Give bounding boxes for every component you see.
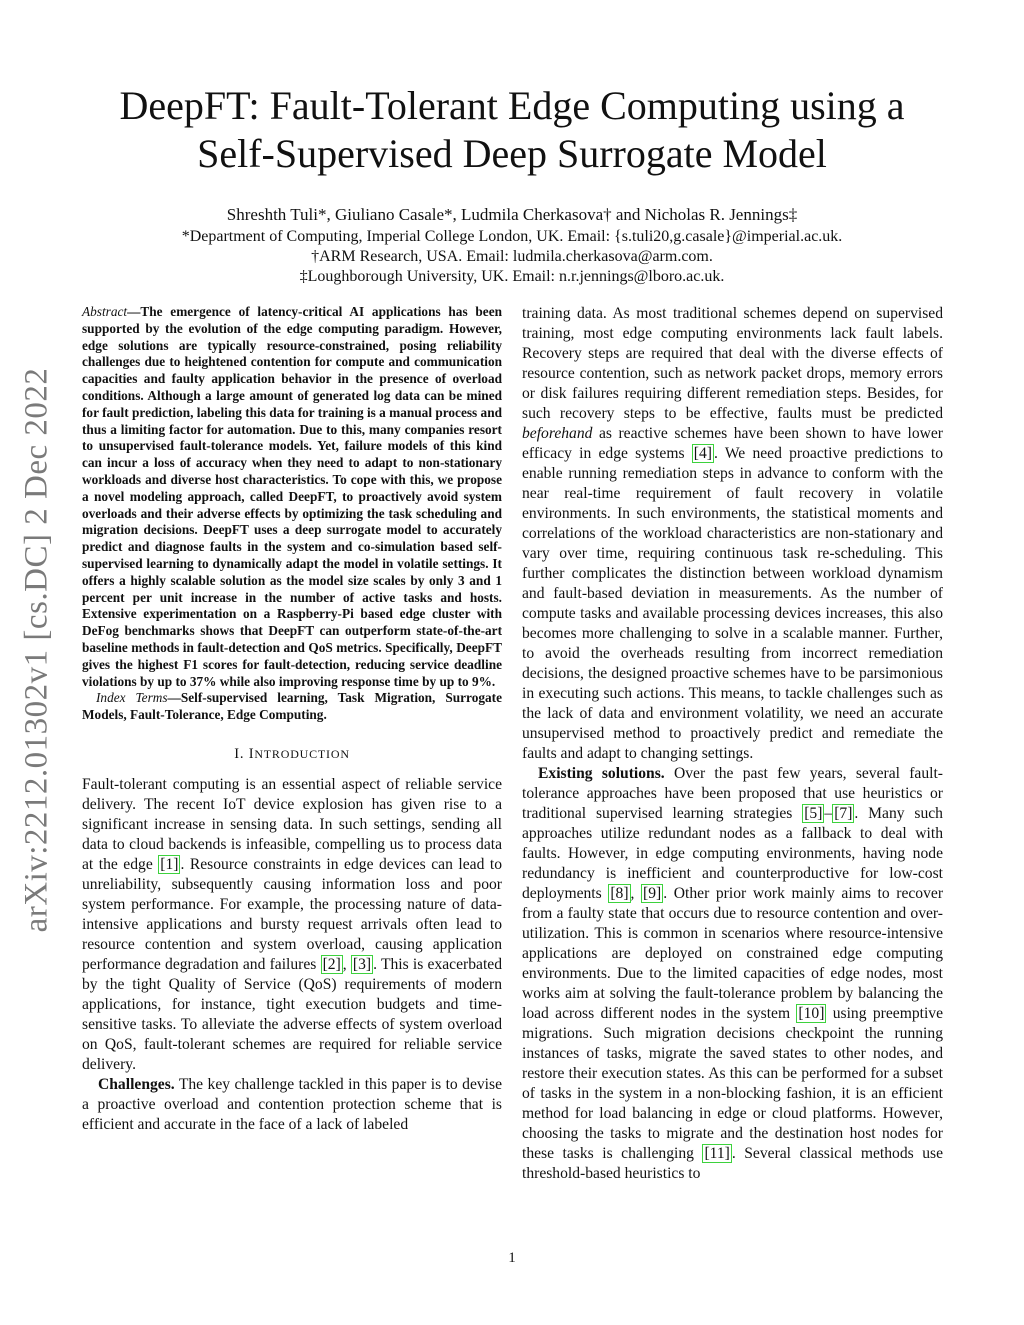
abstract-text: The emergence of latency-critical AI applications has been supported by the evolution of the edge computing paradigm. However, edge solutions are typically resource-constrained, posing reliability challenges due to heightened contention for compute and communication capacities and faulty application behavior in the presence of overload conditions. Although a large amount of generated log data can be mined for fault prediction, labeling this data for training is a manual process and thus a limiting factor for automation. Due to this, many companies resort to unsupervised fault-tolerance models. Yet, failure models of this kind can incur a loss of accuracy when they need to adapt to non-stationary workloads and diverse host characteristics. To cope with this, we propose a novel modeling approach, called DeepFT, to proactively avoid system overloads and their adverse effects by optimizing the task scheduling and migration decisions. DeepFT uses a deep surrogate model to accurately predict and diagnose faults in the system and co-simulation based self-supervised learning to dynamically adapt the model in volatile settings. It offers a highly scalable solution as the model size scales by only 3 and 1 percent per unit increase in the number of active tasks and hosts. Extensive experimentation on a Raspberry-Pi based edge cluster with DeFog benchmarks shows that DeepFT can outperform state-of-the-art baseline methods in fault-detection and QoS metrics. Specifically, DeepFT gives the highest F1 scores for fault-detection, reducing service deadline violations by up to 37% while also improving response time by up to 9%.	[82, 304, 502, 689]
intro-text: The key challenge tackled in this paper is to devise a proactive overload and contention protection scheme that is efficient and accurate in the face of a lack of labeled	[82, 1075, 502, 1133]
existing-solutions-label: Existing solutions.	[538, 765, 665, 782]
body-text: . We need proactive predictions to enable running remediation steps in advance to conform with the near real-time requirement of fault recovery in volatile environments. In such environments, the statistical moments and correlations of the workload characteristics are non-stationary and vary over time, requiring continuous task re-scheduling. This further complicates the distinction between workload dynamism and fault-based deviation in measurements. As the number of compute tasks and available processing devices increases, this also becomes more challenging to solve in a scalable manner. Further, to avoid the overheads resulting from incorrect remediation decisions, the designed proactive schemes have to be parsimonious in executing such actions. This means, to tackle challenges such as the lack of data and environment volatility, we need an accurate unsupervised method to proactively predict and remediate the faults and adapt to changing settings.	[522, 445, 943, 762]
affiliation-loughborough: ‡Loughborough University, UK. Email: n.r.jennings@lboro.ac.uk.	[299, 268, 725, 285]
abstract-label: Abstract	[82, 304, 128, 319]
section-heading-introduction	[82, 746, 502, 763]
citation-link[interactable]: [9]	[643, 885, 662, 902]
intro-text: . This is exacerbated by the tight Quality of Service (QoS) requirements of modern applications, for instance, tight execution budgets and time-sensitive tasks. To alleviate the adverse effects of system overload on QoS, fault-tolerant schemes are required for reliable service delivery.	[82, 955, 502, 1073]
index-terms	[82, 690, 502, 724]
author-block	[80, 205, 944, 287]
intro-text: Fault-tolerant computing is an essential aspect of reliable service delivery. The recent IoT device explosion has given rise to a significant increase in sensing data. In such settings, sending all data to cloud backends is infeasible, compelling us to process data at the edge	[82, 775, 502, 873]
title-line-1: DeepFT: Fault-Tolerant Edge Computing using a	[119, 83, 905, 128]
paper-title	[80, 82, 944, 178]
intro-paragraph-1	[82, 775, 502, 1075]
body-text: as reactive schemes have been shown to have lower efficacy in edge systems	[522, 425, 943, 462]
citation-link[interactable]: [5]	[804, 805, 823, 822]
author-names: Shreshth Tuli*, Giuliano Casale*, Ludmila Cherkasova† and Nicholas R. Jennings‡	[226, 205, 798, 224]
citation-link[interactable]: [1]	[160, 855, 179, 873]
citation-link[interactable]: [4]	[693, 445, 712, 462]
body-text: . Several classical methods use threshold-based heuristics to	[522, 1145, 944, 1182]
intro-text: ,	[342, 955, 351, 973]
body-text: using preemptive migrations. Such migration decisions checkpoint the running instances of tasks, migrate the saved states to other nodes, and restore their execution states. As this can be performed for a subset of tasks in the system in a non-blocking fashion, it is an efficient method for load balancing in edge or cloud platforms. However, choosing the tasks to migrate and the destination host nodes for these tasks is challenging	[522, 1005, 944, 1162]
right-column	[522, 304, 943, 1184]
body-text: training data. As most traditional schemes depend on supervised training, most edge computing environments lack fault labels. Recovery steps are required that deal with the diverse effects of resource contention, such as network packet drops, memory errors or disk failures requiring different remediation steps. Besides, for such recovery steps to be effective, faults must be predicted	[522, 305, 943, 422]
body-text: ,	[630, 885, 642, 902]
right-paragraph-existing-solutions	[522, 764, 943, 1184]
title-line-2: Self-Supervised Deep Surrogate Model	[197, 131, 827, 176]
intro-paragraph-challenges	[82, 1075, 502, 1135]
index-terms-text: Self-supervised learning, Task Migration, Surrogate Models, Fault-Tolerance, Edge Computing.	[82, 690, 502, 723]
body-text: . Many such approaches utilize redundant nodes as a fallback to deal with faults. However, in edge computing environments, having node redundancy is inefficient and counterproductive for low-cost deployments	[522, 805, 943, 902]
challenges-label: Challenges.	[98, 1075, 175, 1093]
arxiv-side-stamp	[2, 350, 72, 950]
index-terms-dash: —	[167, 690, 181, 706]
citation-link[interactable]: [7]	[834, 805, 853, 822]
index-terms-label: Index Terms	[96, 690, 168, 706]
citation-link[interactable]: [8]	[610, 885, 629, 902]
section-name-rest: NTRODUCTION	[254, 746, 350, 761]
left-column	[82, 304, 502, 1135]
citation-range-dash: –	[824, 805, 833, 822]
intro-text: . Resource constraints in edge devices can lead to unreliability, subsequently causing information loss and poor system performance. For example, the processing nature of data-intensive applications and bursty request arrivals often lead to resource contention and system overload, causing application performance degradation and failures	[82, 855, 502, 973]
emphasis-beforehand: beforehand	[522, 425, 593, 442]
citation-link[interactable]: [2]	[322, 955, 341, 973]
body-text: Over the past few years, several fault-tolerance approaches have been proposed that use heuristics or traditional supervised learning strategies	[522, 765, 944, 822]
affiliation-imperial: *Department of Computing, Imperial College London, UK. Email: {s.tuli20,g.casale}@imperial.ac.uk.	[181, 228, 843, 245]
right-paragraph-1	[522, 304, 943, 764]
abstract-dash: —	[127, 304, 141, 319]
arxiv-identifier: arXiv:2212.01302v1 [cs.DC] 2 Dec 2022	[18, 367, 55, 933]
abstract	[82, 304, 502, 690]
affiliation-arm: †ARM Research, USA. Email: ludmila.cherkasova@arm.com.	[311, 248, 713, 265]
citation-link[interactable]: [11]	[704, 1145, 730, 1162]
section-name-first: I	[248, 745, 255, 762]
citation-link[interactable]: [3]	[352, 955, 372, 973]
section-numeral: I.	[234, 745, 245, 762]
body-text: . Other prior work mainly aims to recover from a faulty state that occurs due to resource contention and over-utilization. This is common in scenarios where resource-intensive applications are deployed on constrained edge computing environments. Due to the limited capacities of edge nodes, most works aim at solving the fault-tolerance problem by balancing the load across different nodes in the system	[522, 885, 944, 1022]
citation-link[interactable]: [10]	[798, 1005, 825, 1022]
page-number: 1	[508, 1250, 516, 1266]
